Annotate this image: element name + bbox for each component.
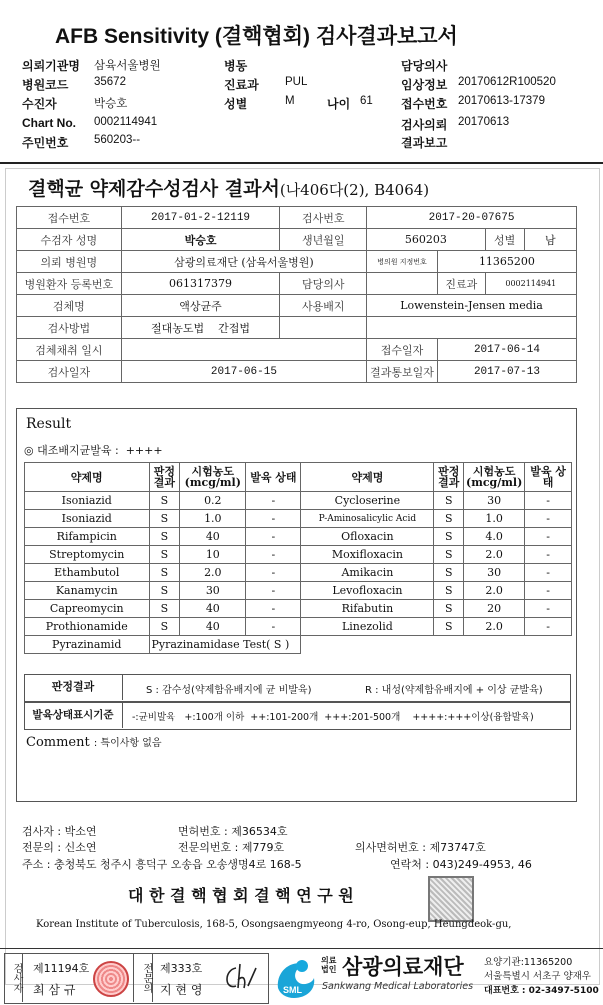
hdr-value-2-2b: 61 bbox=[360, 95, 373, 107]
drug-name-left: Prothionamide bbox=[25, 618, 150, 636]
control-value: ++++ bbox=[125, 444, 163, 457]
judge-right: S bbox=[434, 492, 464, 510]
report-title: AFB Sensitivity (결핵협회) 검사결과보고서 bbox=[55, 25, 458, 48]
drug-name-right: Moxifloxacin bbox=[301, 546, 434, 564]
col-judge-left: 판정 결과 bbox=[149, 463, 180, 492]
conc-right: 4.0 bbox=[464, 528, 525, 546]
specialist: 전문의 : 신소연 bbox=[22, 841, 97, 854]
received-value: 2017-06-14 bbox=[437, 339, 576, 361]
drug-name-right: Rifabutin bbox=[301, 600, 434, 618]
received-label: 접수일자 bbox=[367, 339, 438, 361]
growth-left: - bbox=[246, 546, 301, 564]
drug-name-right: P-Aminosalicylic Acid bbox=[301, 510, 434, 528]
drug-name-left: Isoniazid bbox=[25, 492, 150, 510]
judge-left: S bbox=[149, 600, 180, 618]
drug-name-right: Levofloxacin bbox=[301, 582, 434, 600]
hospital-label: 의뢰 병원명 bbox=[17, 251, 122, 273]
conc-left: 40 bbox=[180, 528, 246, 546]
judge-left: S bbox=[149, 564, 180, 582]
institute-address: 주소 : 충청북도 청주시 흥덕구 오송읍 오송생명4로 168-5 bbox=[22, 858, 302, 871]
susceptibility-table bbox=[24, 462, 572, 654]
conc-left: 10 bbox=[180, 546, 246, 564]
growth-left: - bbox=[246, 618, 301, 636]
method-label: 검사방법 bbox=[17, 317, 122, 339]
col-drug-left: 약제명 bbox=[25, 463, 150, 492]
license-1: 면허번호 : 제36534호 bbox=[178, 825, 288, 838]
specialist-name: 지 현 영 bbox=[160, 983, 203, 997]
hdr-value-3-3: 20170613 bbox=[458, 116, 510, 128]
patient-value: 박승호 bbox=[121, 229, 280, 251]
table-row bbox=[25, 528, 572, 546]
conc-right: 2.0 bbox=[464, 546, 525, 564]
specimen-label: 검체명 bbox=[17, 295, 122, 317]
hdr-label-0-3: 담당의사 bbox=[401, 59, 448, 73]
header-divider bbox=[0, 162, 603, 164]
judge-left: S bbox=[149, 528, 180, 546]
hdr-label-2-2b: 나이 bbox=[327, 97, 351, 111]
dept-label: 진료과 bbox=[437, 273, 485, 295]
footer-divider bbox=[0, 948, 603, 949]
hdr-label-0-1: 의뢰기관명 bbox=[22, 59, 80, 73]
hdr-value-2-2: M bbox=[285, 95, 295, 107]
inspector-seal bbox=[93, 961, 129, 997]
drug-name-left: Rifampicin bbox=[25, 528, 150, 546]
drug-name-left: Ethambutol bbox=[25, 564, 150, 582]
specimen-value: 액상균주 bbox=[121, 295, 280, 317]
tested-value: 2017-06-15 bbox=[121, 361, 366, 383]
medium-value: Lowenstein-Jensen media bbox=[367, 295, 577, 317]
institute-seal bbox=[428, 876, 474, 922]
judge-left: S bbox=[149, 510, 180, 528]
hdr-value-4-1: 560203-- bbox=[94, 134, 141, 146]
form-code: (나406다(2), B4064) bbox=[279, 181, 430, 199]
rep-phone: 대표번호 : 02-3497-5100 bbox=[484, 986, 599, 996]
sex-label: 성별 bbox=[485, 229, 524, 251]
hdr-label-1-2: 진료과 bbox=[224, 78, 259, 92]
patient-label: 수검자 성명 bbox=[17, 229, 122, 251]
growth-right: - bbox=[525, 582, 572, 600]
doctor-value bbox=[367, 273, 438, 295]
growth-right: - bbox=[525, 564, 572, 582]
judge-right: S bbox=[434, 510, 464, 528]
company-name: 삼광의료재단 bbox=[342, 955, 464, 979]
method-2: 간접법 bbox=[218, 321, 251, 335]
control-label: ◎ 대조배지균발육 : bbox=[24, 444, 119, 457]
judge-left: S bbox=[149, 582, 180, 600]
method-1: 절대농도법 bbox=[151, 321, 205, 335]
drug-name-right: Cycloserine bbox=[301, 492, 434, 510]
collect-value bbox=[121, 339, 366, 361]
tester: 검사자 : 박소연 bbox=[22, 825, 97, 838]
license-2: 전문의번호 : 제779호 bbox=[178, 841, 285, 854]
hdr-value-1-2: PUL bbox=[285, 76, 308, 88]
dob-value: 560203 bbox=[367, 229, 486, 251]
conc-left: 2.0 bbox=[180, 564, 246, 582]
judgement-r: R : 내성(약제함유배지에 + 이상 균발육) bbox=[365, 685, 543, 696]
conc-right: 30 bbox=[464, 564, 525, 582]
conc-left: 40 bbox=[180, 600, 246, 618]
comment bbox=[26, 734, 162, 750]
conc-right: 1.0 bbox=[464, 510, 525, 528]
conc-left: 0.2 bbox=[180, 492, 246, 510]
conc-left: 40 bbox=[180, 618, 246, 636]
table-row bbox=[25, 546, 572, 564]
hdr-value-2-3: 20170613-17379 bbox=[458, 95, 545, 107]
growth-legend-label: 발육상태표시기준 bbox=[24, 702, 123, 728]
growth-right: - bbox=[525, 492, 572, 510]
form-title bbox=[28, 174, 429, 201]
pza-drug: Pyrazinamid bbox=[25, 636, 150, 654]
hdr-label-3-1: Chart No. bbox=[22, 116, 76, 130]
specialist-signature bbox=[222, 960, 260, 994]
judge-right: S bbox=[434, 564, 464, 582]
judge-right: S bbox=[434, 600, 464, 618]
growth-right: - bbox=[525, 528, 572, 546]
hdr-value-0-1: 삼육서울병원 bbox=[94, 60, 161, 72]
conc-right: 2.0 bbox=[464, 618, 525, 636]
control-growth bbox=[24, 442, 163, 458]
hdr-label-4-1: 주민번호 bbox=[22, 136, 69, 150]
inspector-label: 검사자 bbox=[4, 953, 23, 1002]
growth-left: - bbox=[246, 582, 301, 600]
collect-label: 검체채취 일시 bbox=[17, 339, 122, 361]
drug-name-left: Streptomycin bbox=[25, 546, 150, 564]
drug-name-left: Kanamycin bbox=[25, 582, 150, 600]
growth-left: - bbox=[246, 600, 301, 618]
judge-right: S bbox=[434, 618, 464, 636]
growth-left: - bbox=[246, 510, 301, 528]
sex-value: 남 bbox=[524, 229, 576, 251]
conc-left: 30 bbox=[180, 582, 246, 600]
drug-name-right: Ofloxacin bbox=[301, 528, 434, 546]
growth-right: - bbox=[525, 618, 572, 636]
growth-left: - bbox=[246, 528, 301, 546]
receipt-value: 2017-01-2-12119 bbox=[121, 207, 280, 229]
hospital-value: 삼광의료재단 (삼육서울병원) bbox=[121, 251, 366, 273]
col-conc-left: 시험농도 (mcg/ml) bbox=[180, 463, 246, 492]
growth-right: - bbox=[525, 600, 572, 618]
company-address: 서울특별시 서초구 양재우 bbox=[484, 971, 591, 982]
hdr-label-2-2: 성별 bbox=[224, 97, 248, 111]
reg-value: 061317379 bbox=[121, 273, 280, 295]
inspector-license: 제11194호 bbox=[33, 962, 90, 975]
conc-right: 2.0 bbox=[464, 582, 525, 600]
hdr-label-1-3: 임상정보 bbox=[401, 78, 448, 92]
judgement-label: 판정결과 bbox=[24, 674, 123, 700]
hdr-label-0-2: 병동 bbox=[224, 59, 248, 73]
table-row bbox=[25, 492, 572, 510]
table-row bbox=[25, 618, 572, 636]
comment-value: : 특이사항 없음 bbox=[93, 738, 162, 749]
judge-left: S bbox=[149, 492, 180, 510]
table-row bbox=[25, 510, 572, 528]
designated-label: 병의원 지정번호 bbox=[367, 251, 438, 273]
inspector-name: 최 삼 규 bbox=[33, 983, 76, 997]
table-row bbox=[25, 600, 572, 618]
hdr-label-4-3: 결과보고 bbox=[401, 136, 448, 150]
patient-info-table bbox=[16, 206, 577, 383]
col-growth-left: 발육 상태 bbox=[246, 463, 301, 492]
method-value bbox=[121, 317, 280, 339]
sml-text: SML bbox=[283, 985, 302, 995]
drug-name-left: Isoniazid bbox=[25, 510, 150, 528]
hdr-value-1-1: 35672 bbox=[94, 76, 126, 88]
conc-left: 1.0 bbox=[180, 510, 246, 528]
pza-result: Pyrazinamidase Test( S ) bbox=[149, 636, 301, 654]
notified-value: 2017-07-13 bbox=[437, 361, 576, 383]
drug-name-right: Amikacin bbox=[301, 564, 434, 582]
growth-right: - bbox=[525, 546, 572, 564]
col-drug-right: 약제명 bbox=[301, 463, 434, 492]
doctor-label: 담당의사 bbox=[280, 273, 367, 295]
drug-name-right: Linezolid bbox=[301, 618, 434, 636]
growth-left: - bbox=[246, 564, 301, 582]
hdr-value-1-3: 20170612R100520 bbox=[458, 76, 556, 88]
specialist-label: 전문의 bbox=[133, 953, 153, 1002]
dept-value: 0002114941 bbox=[485, 273, 576, 295]
judge-left: S bbox=[149, 618, 180, 636]
company-name-en: Sankwang Medical Laboratories bbox=[322, 981, 474, 992]
col-conc-right: 시험농도 (mcg/ml) bbox=[464, 463, 525, 492]
col-growth-right: 발육 상태 bbox=[525, 463, 572, 492]
judge-left: S bbox=[149, 546, 180, 564]
institute-name-en: Korean Institute of Tuberculosis, 168-5, Osongsaengmyeong 4-ro, Osong-eup, Heungdeok-gu, bbox=[36, 919, 512, 930]
reg-label: 병원환자 등록번호 bbox=[17, 273, 122, 295]
legal-label: 의료법인 bbox=[321, 956, 337, 974]
table-row bbox=[25, 582, 572, 600]
drug-name-left: Capreomycin bbox=[25, 600, 150, 618]
tested-label: 검사일자 bbox=[17, 361, 122, 383]
hdr-label-3-3: 검사의뢰 bbox=[401, 118, 448, 132]
judge-right: S bbox=[434, 528, 464, 546]
license-3: 의사면허번호 : 제73747호 bbox=[355, 841, 486, 854]
result-heading: Result bbox=[26, 416, 72, 432]
judge-right: S bbox=[434, 546, 464, 564]
designated-value: 11365200 bbox=[437, 251, 576, 273]
specialist-license: 제333호 bbox=[160, 962, 203, 975]
hdr-value-2-1: 박승호 bbox=[94, 98, 128, 110]
col-judge-right: 판정 결과 bbox=[434, 463, 464, 492]
care-code: 요양기관:11365200 bbox=[484, 957, 573, 968]
hdr-label-1-1: 병원코드 bbox=[22, 78, 69, 92]
hdr-value-3-1: 0002114941 bbox=[94, 116, 158, 128]
conc-right: 30 bbox=[464, 492, 525, 510]
institute-name: 대 한 결 핵 협 회 결 핵 연 구 원 bbox=[128, 886, 354, 905]
medium-label: 사용배지 bbox=[280, 295, 367, 317]
conc-right: 20 bbox=[464, 600, 525, 618]
notified-label: 결과통보일자 bbox=[367, 361, 438, 383]
form-title-text: 결핵균 약제감수성검사 결과서 bbox=[28, 178, 280, 200]
institute-phone: 연락처 : 043)249-4953, 46 bbox=[390, 858, 532, 871]
growth-legend-text: -:균비발육 +:100개 이하 ++:101-200개 +++:201-500개 ++++:+++이상(융합발육) bbox=[132, 712, 534, 723]
growth-right: - bbox=[525, 510, 572, 528]
comment-label: Comment bbox=[26, 735, 90, 750]
sml-logo-icon bbox=[272, 954, 318, 1000]
judgement-s: S : 감수성(약제함유배지에 균 비발육) bbox=[146, 685, 312, 696]
growth-left: - bbox=[246, 492, 301, 510]
dob-label: 생년월일 bbox=[280, 229, 367, 251]
receipt-label: 접수번호 bbox=[17, 207, 122, 229]
judge-right: S bbox=[434, 582, 464, 600]
hdr-label-2-1: 수진자 bbox=[22, 97, 57, 111]
table-row bbox=[25, 564, 572, 582]
test-no-label: 검사번호 bbox=[280, 207, 367, 229]
hdr-label-2-3: 접수번호 bbox=[401, 97, 448, 111]
test-no-value: 2017-20-07675 bbox=[367, 207, 577, 229]
